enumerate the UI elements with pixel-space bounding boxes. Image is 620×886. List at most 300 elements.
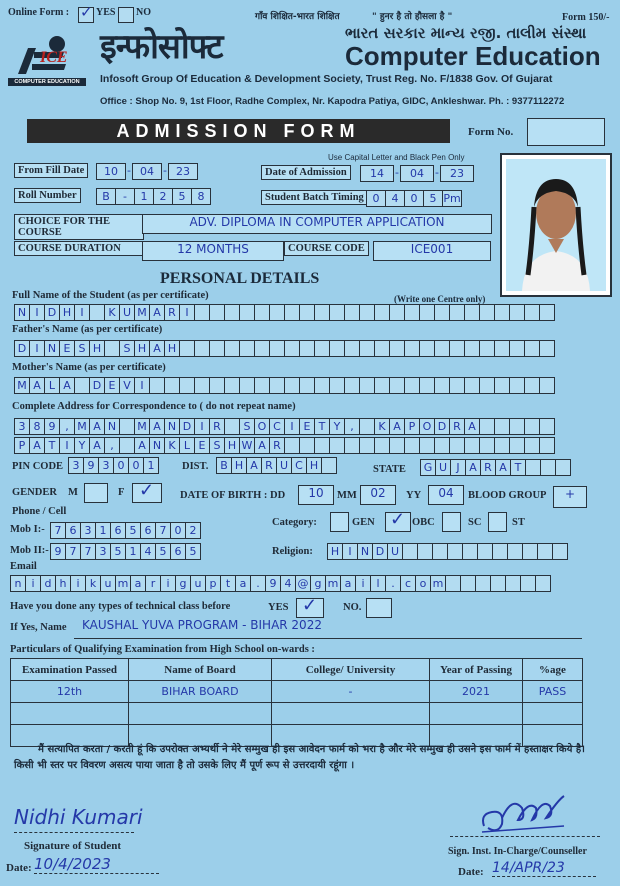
email-field[interactable] bbox=[10, 575, 550, 592]
char-cell: m bbox=[430, 575, 446, 592]
student-date-label: Date: bbox=[6, 862, 32, 874]
char-cell: D bbox=[372, 543, 388, 560]
char-cell bbox=[299, 340, 315, 357]
char-cell bbox=[314, 304, 330, 321]
course-choice-field[interactable]: ADV. DIPLOMA IN COMPUTER APPLICATION bbox=[142, 214, 492, 234]
char-cell bbox=[539, 340, 555, 357]
char-cell bbox=[404, 437, 420, 454]
cat-st-checkbox[interactable] bbox=[488, 512, 507, 532]
father-name-field[interactable] bbox=[14, 340, 554, 357]
char-cell bbox=[344, 437, 360, 454]
char-cell bbox=[239, 340, 255, 357]
char-cell bbox=[509, 418, 525, 435]
admission-month: 04 bbox=[400, 165, 434, 182]
state-label: STATE bbox=[373, 464, 406, 475]
roll-number-label: Roll Number bbox=[14, 188, 81, 203]
char-cell: i bbox=[70, 575, 86, 592]
dist-field[interactable] bbox=[216, 457, 336, 474]
online-form-label: Online Form : bbox=[8, 7, 70, 18]
char-cell bbox=[462, 543, 478, 560]
char-cell: T bbox=[510, 459, 526, 476]
board-cell[interactable]: BIHAR BOARD bbox=[129, 681, 272, 703]
batch-timing-field[interactable] bbox=[366, 190, 461, 207]
from-fill-date-field[interactable]: 10 - 04 - 23 bbox=[96, 163, 197, 180]
char-cell bbox=[464, 377, 480, 394]
char-cell bbox=[224, 377, 240, 394]
char-cell: A bbox=[59, 377, 75, 394]
char-cell bbox=[539, 304, 555, 321]
from-fill-day: 10 bbox=[96, 163, 126, 180]
mob1-label: Mob I:- bbox=[10, 524, 45, 535]
mob1-field[interactable] bbox=[50, 522, 200, 539]
char-cell: a bbox=[130, 575, 146, 592]
char-cell: H bbox=[306, 457, 322, 474]
char-cell: K bbox=[104, 304, 120, 321]
slogan: गाँव शिक्षित-भारत शिक्षित bbox=[255, 12, 340, 22]
char-cell bbox=[314, 340, 330, 357]
char-cell bbox=[299, 377, 315, 394]
student-signature: Nidhi Kumari bbox=[14, 805, 143, 829]
char-cell bbox=[269, 304, 285, 321]
col-board-header: Name of Board bbox=[129, 659, 272, 681]
char-cell bbox=[417, 543, 433, 560]
char-cell: 7 bbox=[155, 522, 171, 539]
char-cell: M bbox=[74, 418, 90, 435]
char-cell bbox=[374, 377, 390, 394]
course-duration-label: COURSE DURATION bbox=[14, 241, 144, 256]
blood-group-label: BLOOD GROUP bbox=[468, 490, 547, 501]
char-cell bbox=[552, 543, 568, 560]
char-cell bbox=[449, 437, 465, 454]
tech-yes-checkbox[interactable] bbox=[296, 595, 324, 618]
counsellor-signature bbox=[478, 790, 568, 836]
char-cell: 7 bbox=[80, 543, 96, 560]
char-cell: A bbox=[254, 437, 270, 454]
char-cell bbox=[479, 340, 495, 357]
char-cell: N bbox=[357, 543, 373, 560]
char-cell bbox=[329, 304, 345, 321]
char-cell: m bbox=[325, 575, 341, 592]
char-cell: @ bbox=[295, 575, 311, 592]
declaration-text: मैं सत्यापित करता / करती हूं कि उपरोक्त अभ्यर्थी ने मेरे सम्मुख ही इस आवेदन फार्म को भरा है और मेरे सम्मुख ही उसने इस फार्म में हस्ताक्षर किये है। किसी भी स्तर पर विवरण असत्य पाया जाता है तो उसके लिए मैं पूर्ण रूप से उत्तरदायी रहूंगा । bbox=[14, 744, 585, 771]
mob2-label: Mob II:- bbox=[10, 545, 49, 556]
mother-name-field[interactable] bbox=[14, 377, 554, 394]
char-cell: M bbox=[134, 304, 150, 321]
char-cell bbox=[389, 340, 405, 357]
char-cell: a bbox=[235, 575, 251, 592]
gender-f-checkbox[interactable] bbox=[132, 480, 162, 503]
char-cell: p bbox=[205, 575, 221, 592]
if-yes-label: If Yes, Name bbox=[10, 622, 67, 633]
char-cell bbox=[344, 304, 360, 321]
char-cell: 3 bbox=[80, 522, 96, 539]
char-cell: A bbox=[134, 437, 150, 454]
student-date: 10/4/2023 bbox=[34, 855, 159, 874]
char-cell bbox=[507, 543, 523, 560]
char-cell bbox=[460, 575, 476, 592]
char-cell: 0 bbox=[404, 190, 424, 207]
char-cell bbox=[149, 377, 165, 394]
char-cell: 7 bbox=[65, 543, 81, 560]
phone-label: Phone / Cell bbox=[12, 506, 67, 517]
mob2-field[interactable] bbox=[50, 543, 200, 560]
char-cell: l bbox=[370, 575, 386, 592]
char-cell: W bbox=[239, 437, 255, 454]
college-cell[interactable] bbox=[272, 703, 430, 725]
char-cell bbox=[449, 340, 465, 357]
char-cell bbox=[119, 418, 135, 435]
char-cell: 1 bbox=[134, 188, 154, 205]
char-cell: D bbox=[44, 304, 60, 321]
char-cell: M bbox=[14, 377, 30, 394]
tech-no-label: NO. bbox=[343, 602, 362, 613]
date-of-admission-label: Date of Admission bbox=[261, 165, 351, 180]
char-cell: 9 bbox=[83, 457, 99, 474]
char-cell bbox=[475, 575, 491, 592]
char-cell bbox=[374, 437, 390, 454]
char-cell: Y bbox=[74, 437, 90, 454]
year-cell[interactable]: 2021 bbox=[430, 681, 523, 703]
society-line: Infosoft Group Of Education & Development Society, Trust Reg. No. F/1838 Gov. Of Gujarat bbox=[100, 73, 553, 85]
char-cell: I bbox=[342, 543, 358, 560]
char-cell: 1 bbox=[125, 543, 141, 560]
char-cell: C bbox=[291, 457, 307, 474]
char-cell: k bbox=[85, 575, 101, 592]
state-field[interactable] bbox=[420, 459, 570, 476]
char-cell bbox=[374, 304, 390, 321]
admission-day: 14 bbox=[360, 165, 394, 182]
char-cell: 4 bbox=[280, 575, 296, 592]
char-cell bbox=[359, 340, 375, 357]
exam-cell[interactable] bbox=[11, 703, 129, 725]
instruction-note: Use Capital Letter and Black Pen Only bbox=[328, 153, 465, 162]
char-cell: 6 bbox=[65, 522, 81, 539]
char-cell bbox=[524, 418, 540, 435]
char-cell: R bbox=[269, 437, 285, 454]
dob-yy-label: YY bbox=[406, 490, 422, 501]
char-cell bbox=[194, 340, 210, 357]
char-cell: 7 bbox=[50, 522, 66, 539]
char-cell bbox=[479, 418, 495, 435]
if-yes-field[interactable]: KAUSHAL YUVA PROGRAM - BIHAR 2022 bbox=[74, 618, 582, 639]
char-cell bbox=[477, 543, 493, 560]
char-cell: g bbox=[310, 575, 326, 592]
char-cell: i bbox=[25, 575, 41, 592]
dob-year[interactable]: 04 bbox=[428, 485, 464, 505]
char-cell: G bbox=[420, 459, 436, 476]
gujarati-subtitle: ભારત સરકાર માન્ય રજી. તાલીમ સંસ્થા bbox=[345, 24, 587, 42]
char-cell bbox=[509, 304, 525, 321]
char-cell bbox=[179, 377, 195, 394]
char-cell bbox=[254, 377, 270, 394]
char-cell bbox=[524, 304, 540, 321]
board-cell[interactable] bbox=[129, 703, 272, 725]
char-cell bbox=[254, 340, 270, 357]
char-cell bbox=[525, 459, 541, 476]
form-title: ADMISSION FORM bbox=[27, 119, 450, 143]
char-cell: P bbox=[14, 437, 30, 454]
char-cell: H bbox=[327, 543, 343, 560]
char-cell: H bbox=[164, 340, 180, 357]
batch-timing-label: Student Batch Timing bbox=[261, 190, 368, 205]
char-cell bbox=[299, 437, 315, 454]
brand-hindi: इन्फोसोफ्ट bbox=[100, 27, 223, 67]
char-cell: 9 bbox=[50, 543, 66, 560]
char-cell: 2 bbox=[185, 522, 201, 539]
char-cell: 3 bbox=[68, 457, 84, 474]
char-cell bbox=[492, 543, 508, 560]
char-cell: A bbox=[149, 304, 165, 321]
char-cell bbox=[479, 304, 495, 321]
char-cell: S bbox=[74, 340, 90, 357]
from-fill-month: 04 bbox=[132, 163, 162, 180]
char-cell: h bbox=[55, 575, 71, 592]
char-cell bbox=[522, 543, 538, 560]
table-row bbox=[11, 703, 583, 725]
from-fill-year: 23 bbox=[168, 163, 198, 180]
date-of-admission-field[interactable]: 14 - 04 - 23 bbox=[360, 165, 473, 182]
student-sig-line bbox=[14, 832, 134, 833]
char-cell: 5 bbox=[423, 190, 443, 207]
char-cell: I bbox=[284, 418, 300, 435]
char-cell: . bbox=[250, 575, 266, 592]
char-cell: 9 bbox=[265, 575, 281, 592]
char-cell bbox=[419, 377, 435, 394]
form-no-label: Form No. bbox=[468, 126, 514, 138]
cat-obc-checkbox[interactable] bbox=[385, 509, 411, 532]
char-cell bbox=[284, 304, 300, 321]
particulars-label: Particulars of Qualifying Examination from High School on-wards : bbox=[10, 644, 315, 655]
char-cell bbox=[194, 304, 210, 321]
char-cell: H bbox=[231, 457, 247, 474]
char-cell bbox=[224, 418, 240, 435]
char-cell: U bbox=[276, 457, 292, 474]
char-cell: 4 bbox=[140, 543, 156, 560]
char-cell: A bbox=[246, 457, 262, 474]
char-cell: 5 bbox=[155, 543, 171, 560]
char-cell: J bbox=[450, 459, 466, 476]
char-cell: R bbox=[164, 304, 180, 321]
religion-field[interactable] bbox=[327, 543, 567, 560]
char-cell: L bbox=[179, 437, 195, 454]
char-cell: N bbox=[149, 437, 165, 454]
counsellor-date-label: Date: bbox=[458, 866, 484, 878]
char-cell bbox=[535, 575, 551, 592]
char-cell: Y bbox=[329, 418, 345, 435]
father-name-label: Father's Name (as per certificate) bbox=[12, 324, 163, 335]
online-yes-checkbox[interactable]: ✓ bbox=[80, 5, 93, 22]
char-cell bbox=[269, 377, 285, 394]
char-cell bbox=[524, 340, 540, 357]
char-cell: 8 bbox=[191, 188, 211, 205]
percent-cell[interactable] bbox=[523, 703, 583, 725]
char-cell bbox=[194, 377, 210, 394]
char-cell bbox=[329, 340, 345, 357]
char-cell: , bbox=[104, 437, 120, 454]
char-cell: u bbox=[100, 575, 116, 592]
char-cell: H bbox=[224, 437, 240, 454]
char-cell: A bbox=[29, 437, 45, 454]
char-cell bbox=[239, 304, 255, 321]
char-cell: A bbox=[149, 418, 165, 435]
char-cell: T bbox=[44, 437, 60, 454]
char-cell: B bbox=[216, 457, 232, 474]
char-cell bbox=[432, 543, 448, 560]
char-cell: V bbox=[119, 377, 135, 394]
gender-m-checkbox[interactable] bbox=[84, 483, 108, 503]
course-code-field[interactable]: ICE001 bbox=[373, 241, 491, 261]
online-yes-label: YES bbox=[96, 7, 116, 18]
char-cell: H bbox=[134, 340, 150, 357]
char-cell bbox=[254, 304, 270, 321]
col-college-header: College/ University bbox=[272, 659, 430, 681]
college-cell[interactable]: - bbox=[272, 681, 430, 703]
char-cell bbox=[389, 437, 405, 454]
char-cell: 5 bbox=[125, 522, 141, 539]
char-cell bbox=[447, 543, 463, 560]
char-cell bbox=[119, 437, 135, 454]
char-cell: 6 bbox=[170, 543, 186, 560]
char-cell: 2 bbox=[153, 188, 173, 205]
student-signature-label: Signature of Student bbox=[24, 840, 121, 852]
char-cell: 5 bbox=[110, 543, 126, 560]
char-cell: g bbox=[175, 575, 191, 592]
address-line-2[interactable] bbox=[14, 437, 554, 454]
char-cell bbox=[179, 340, 195, 357]
address-line-1[interactable] bbox=[14, 418, 554, 435]
char-cell: R bbox=[261, 457, 277, 474]
pin-code-field[interactable] bbox=[68, 457, 158, 474]
dob-month[interactable]: 02 bbox=[360, 485, 396, 505]
personal-details-heading: PERSONAL DETAILS bbox=[160, 270, 320, 287]
char-cell: - bbox=[115, 188, 135, 205]
char-cell: A bbox=[89, 418, 105, 435]
char-cell: 6 bbox=[140, 522, 156, 539]
char-cell: D bbox=[179, 418, 195, 435]
char-cell: A bbox=[465, 459, 481, 476]
online-no-label: NO bbox=[136, 7, 151, 18]
char-cell bbox=[494, 304, 510, 321]
obc-tick-icon: ✓ bbox=[390, 509, 406, 529]
gender-f-label: F bbox=[118, 487, 125, 498]
char-cell: I bbox=[29, 340, 45, 357]
char-cell: i bbox=[355, 575, 371, 592]
char-cell: A bbox=[389, 418, 405, 435]
char-cell: N bbox=[164, 418, 180, 435]
char-cell bbox=[389, 377, 405, 394]
char-cell bbox=[402, 543, 418, 560]
dob-day[interactable]: 10 bbox=[298, 485, 334, 505]
char-cell: 0 bbox=[128, 457, 144, 474]
cat-sc-label: SC bbox=[468, 517, 482, 528]
category-label: Category: bbox=[272, 517, 317, 528]
course-duration-field[interactable]: 12 MONTHS bbox=[142, 241, 284, 261]
char-cell: 5 bbox=[185, 543, 201, 560]
cat-sc-checkbox[interactable] bbox=[442, 512, 461, 532]
char-cell bbox=[490, 575, 506, 592]
blood-group-field[interactable]: + bbox=[553, 486, 587, 508]
char-cell: R bbox=[449, 418, 465, 435]
char-cell bbox=[89, 304, 105, 321]
from-fill-date-label: From Fill Date bbox=[14, 163, 88, 178]
char-cell bbox=[404, 304, 420, 321]
col-year-header: Year of Passing bbox=[430, 659, 523, 681]
char-cell bbox=[505, 575, 521, 592]
char-cell: , bbox=[344, 418, 360, 435]
student-photo bbox=[500, 153, 612, 297]
char-cell: 8 bbox=[29, 418, 45, 435]
char-cell: 3 bbox=[14, 418, 30, 435]
char-cell bbox=[434, 304, 450, 321]
cat-gen-checkbox[interactable] bbox=[330, 512, 349, 532]
char-cell bbox=[284, 437, 300, 454]
char-cell: A bbox=[29, 377, 45, 394]
char-cell: O bbox=[419, 418, 435, 435]
char-cell bbox=[359, 377, 375, 394]
course-code-label: COURSE CODE bbox=[284, 241, 369, 256]
char-cell bbox=[389, 304, 405, 321]
char-cell: C bbox=[269, 418, 285, 435]
form-no-field[interactable] bbox=[527, 118, 605, 146]
char-cell bbox=[321, 457, 337, 474]
char-cell bbox=[344, 340, 360, 357]
char-cell: D bbox=[434, 418, 450, 435]
percent-cell[interactable]: PASS bbox=[523, 681, 583, 703]
exam-cell[interactable]: 12th bbox=[11, 681, 129, 703]
char-cell: i bbox=[160, 575, 176, 592]
gender-m-label: M bbox=[68, 487, 78, 498]
char-cell: A bbox=[464, 418, 480, 435]
counsellor-date: 14/APR/23 bbox=[492, 860, 596, 877]
slogan-2: " हुनर है तो हौसला है " bbox=[372, 12, 453, 22]
char-cell bbox=[509, 377, 525, 394]
char-cell: D bbox=[14, 340, 30, 357]
ice-logo bbox=[14, 34, 84, 82]
char-cell: S bbox=[239, 418, 255, 435]
char-cell: P bbox=[404, 418, 420, 435]
brand-english: Computer Education bbox=[345, 41, 601, 71]
char-cell bbox=[209, 340, 225, 357]
year-cell[interactable] bbox=[430, 703, 523, 725]
char-cell bbox=[284, 377, 300, 394]
mother-name-label: Mother's Name (as per certificate) bbox=[12, 362, 166, 373]
char-cell bbox=[419, 340, 435, 357]
char-cell: 5 bbox=[172, 188, 192, 205]
char-cell bbox=[374, 340, 390, 357]
char-cell: O bbox=[254, 418, 270, 435]
cat-obc-label: OBC bbox=[412, 517, 435, 528]
char-cell: r bbox=[145, 575, 161, 592]
char-cell bbox=[449, 304, 465, 321]
char-cell: I bbox=[194, 418, 210, 435]
tech-no-checkbox[interactable] bbox=[366, 598, 392, 618]
char-cell: 1 bbox=[95, 522, 111, 539]
char-cell: I bbox=[74, 304, 90, 321]
char-cell bbox=[419, 304, 435, 321]
char-cell bbox=[434, 437, 450, 454]
char-cell bbox=[239, 377, 255, 394]
full-name-field[interactable] bbox=[14, 304, 554, 321]
char-cell: U bbox=[119, 304, 135, 321]
char-cell: L bbox=[44, 377, 60, 394]
char-cell: 3 bbox=[98, 457, 114, 474]
char-cell: N bbox=[44, 340, 60, 357]
pin-code-label: PIN CODE bbox=[12, 461, 64, 472]
roll-number-field[interactable] bbox=[96, 188, 210, 205]
char-cell: A bbox=[149, 340, 165, 357]
char-cell bbox=[164, 377, 180, 394]
char-cell bbox=[224, 304, 240, 321]
